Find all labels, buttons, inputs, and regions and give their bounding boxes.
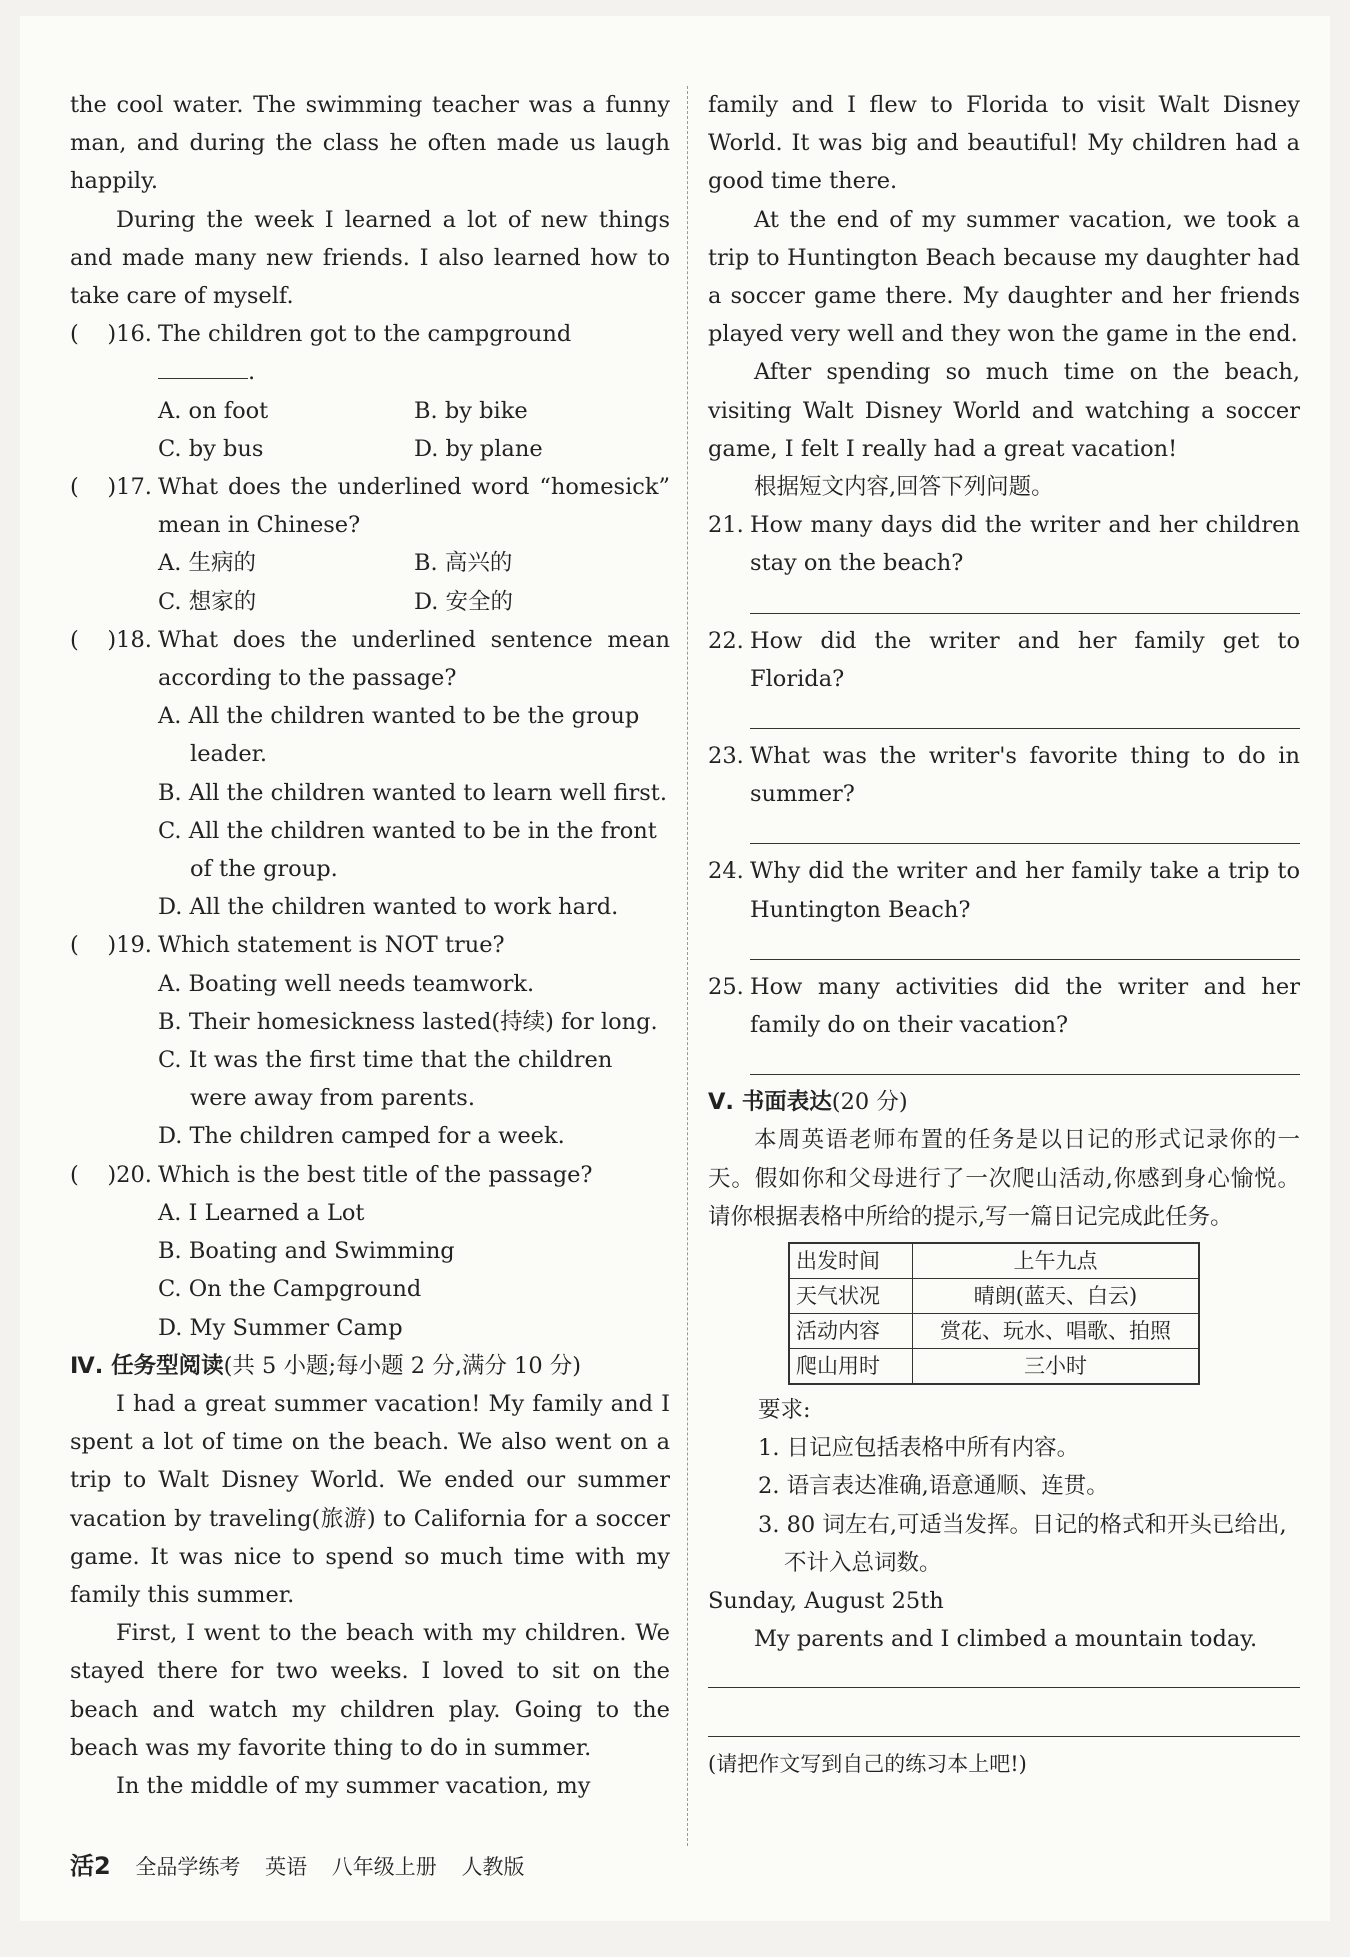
question-text: What does the underlined word “homesick” mean in Chinese? xyxy=(158,474,670,539)
section-title: Ⅴ. 书面表达 xyxy=(708,1089,832,1116)
options xyxy=(158,544,670,620)
table-key: 爬山用时 xyxy=(789,1349,913,1385)
question-16 xyxy=(70,315,670,391)
reading-paragraph: First, I went to the beach with my children. We stayed there for two weeks. I loved to sit on the beach and watch my children play. Going to the beach was my favorite thing to do in summer. xyxy=(70,1620,670,1761)
question-number: 21. xyxy=(708,512,744,539)
option-b[interactable]: B. Their homesickness lasted(持续) for long. xyxy=(158,1008,658,1035)
question-text: How many activities did the writer and her family do on their vacation? xyxy=(750,973,1300,1039)
column-divider xyxy=(687,86,688,1846)
option-d[interactable]: D. 安全的 xyxy=(414,588,514,615)
reading-paragraph: At the end of my summer vacation, we took a trip to Huntington Beach because my daughter had a soccer game there. My daughter and her friends played very well and they won the game in the end. xyxy=(708,206,1300,348)
option-d[interactable]: D. by plane xyxy=(414,435,543,462)
section-4-heading xyxy=(70,1347,670,1385)
table-key: 活动内容 xyxy=(789,1314,913,1349)
answer-line[interactable] xyxy=(750,698,1300,729)
section-points: (20 分) xyxy=(831,1089,908,1116)
fill-blank[interactable] xyxy=(158,354,248,379)
answer-line[interactable] xyxy=(750,1044,1300,1075)
question-18 xyxy=(70,621,670,697)
reading-paragraph: In the middle of my summer vacation, my xyxy=(116,1772,591,1799)
question-24 xyxy=(708,852,1300,928)
reading-paragraph: I had a great summer vacation! My family and I spent a lot of time on the beach. We also went on a trip to Walt Disney World. We ended our summer vacation by traveling(旅游) to California for a soccer game. It was nice to spend so much time with my family this summer. xyxy=(70,1390,670,1608)
writing-line[interactable] xyxy=(708,1659,1300,1688)
option-a[interactable]: A. All the children wanted to be the group leader. xyxy=(158,703,640,768)
table-row xyxy=(789,1279,1199,1314)
requirements-title: 要求: xyxy=(758,1397,811,1424)
hint-table xyxy=(788,1242,1200,1385)
page-footer xyxy=(70,1846,542,1881)
book-title: 全品学练考 xyxy=(135,1855,241,1879)
question-17 xyxy=(70,468,670,544)
requirement-item: 1. 日记应包括表格中所有内容。 xyxy=(758,1435,1080,1462)
diary-date: Sunday, August 25th xyxy=(708,1588,944,1615)
table-value: 赏花、玩水、唱歌、拍照 xyxy=(913,1314,1200,1349)
question-21 xyxy=(708,506,1300,582)
option-c[interactable]: C. On the Campground xyxy=(158,1276,422,1303)
workbook-page xyxy=(20,16,1330,1921)
question-number: 25. xyxy=(708,973,744,1000)
section-5-heading xyxy=(708,1083,1300,1121)
question-text: How many days did the writer and her children stay on the beach? xyxy=(750,512,1300,577)
question-text: What does the underlined sentence mean according to the passage? xyxy=(158,626,670,692)
table-key: 天气状况 xyxy=(789,1279,913,1314)
question-text: Which statement is NOT true? xyxy=(158,932,505,959)
reading-paragraph: family and I flew to Florida to visit Walt Disney World. It was big and beautiful! My children had a good time there. xyxy=(708,92,1300,195)
option-d[interactable]: D. The children camped for a week. xyxy=(158,1123,565,1150)
question-text: What was the writer's favorite thing to do in summer? xyxy=(750,743,1300,808)
option-c[interactable]: C. It was the first time that the children were away from parents. xyxy=(158,1047,613,1112)
option-a[interactable]: A. I Learned a Lot xyxy=(158,1199,365,1226)
writing-note: (请把作文写到自己的练习本上吧!) xyxy=(708,1751,1027,1776)
answer-bracket[interactable]: ( )16. xyxy=(70,321,152,348)
section-points: (共 5 小题;每小题 2 分,满分 10 分) xyxy=(223,1352,582,1379)
passage-paragraph: the cool water. The swimming teacher was a funny man, and during the class he often made us laugh happily. xyxy=(70,92,670,195)
left-column xyxy=(70,86,670,1805)
option-c[interactable]: C. All the children wanted to be in the front of the group. xyxy=(158,817,657,883)
table-value: 上午九点 xyxy=(913,1243,1200,1279)
option-a[interactable]: A. Boating well needs teamwork. xyxy=(158,970,535,997)
right-column xyxy=(708,86,1300,1783)
edition: 人教版 xyxy=(461,1855,525,1879)
option-b[interactable]: B. by bike xyxy=(414,397,528,424)
question-text: Why did the writer and her family take a trip to Huntington Beach? xyxy=(750,858,1300,923)
table-row xyxy=(789,1314,1199,1349)
reading-paragraph: After spending so much time on the beach, visiting Walt Disney World and watching a soccer game, I felt I really had a great vacation! xyxy=(708,359,1300,462)
options xyxy=(158,965,670,1156)
requirement-item: 2. 语言表达准确,语意通顺、连贯。 xyxy=(758,1473,1109,1500)
answer-bracket[interactable]: ( )17. xyxy=(70,474,152,501)
answer-bracket[interactable]: ( )19. xyxy=(70,932,152,959)
option-c[interactable]: C. by bus xyxy=(158,435,264,462)
question-22 xyxy=(708,622,1300,698)
table-key: 出发时间 xyxy=(789,1243,913,1279)
question-number: 24. xyxy=(708,858,744,885)
question-text: The children got to the campground . xyxy=(158,321,572,386)
page-code: 活2 xyxy=(70,1852,111,1880)
option-b[interactable]: B. 高兴的 xyxy=(414,550,513,577)
answer-bracket[interactable]: ( )20. xyxy=(70,1161,152,1188)
grade: 八年级上册 xyxy=(331,1855,437,1879)
diary-opening: My parents and I climbed a mountain today. xyxy=(754,1626,1258,1653)
option-b[interactable]: B. All the children wanted to learn well first. xyxy=(158,779,667,806)
answer-line[interactable] xyxy=(750,583,1300,614)
question-number: 23. xyxy=(708,743,744,770)
question-text: How did the writer and her family get to Florida? xyxy=(750,627,1300,692)
passage-paragraph: During the week I learned a lot of new things and made many new friends. I also learned how to take care of myself. xyxy=(70,206,670,310)
options xyxy=(158,392,670,468)
instruction: 根据短文内容,回答下列问题。 xyxy=(754,474,1054,501)
question-text: Which is the best title of the passage? xyxy=(158,1161,593,1188)
requirement-item: 3. 80 词左右,可适当发挥。日记的格式和开头已给出,不计入总词数。 xyxy=(758,1511,1287,1576)
option-a[interactable]: A. on foot xyxy=(158,397,269,424)
requirements xyxy=(708,1391,1300,1582)
answer-line[interactable] xyxy=(750,929,1300,960)
option-a[interactable]: A. 生病的 xyxy=(158,550,257,577)
options xyxy=(158,697,670,926)
option-d[interactable]: D. My Summer Camp xyxy=(158,1314,403,1341)
option-b[interactable]: B. Boating and Swimming xyxy=(158,1238,455,1265)
table-row xyxy=(789,1349,1199,1385)
question-20 xyxy=(70,1156,670,1194)
option-c[interactable]: C. 想家的 xyxy=(158,588,257,615)
options xyxy=(158,1194,670,1347)
question-19 xyxy=(70,926,670,964)
table-value: 三小时 xyxy=(913,1349,1200,1385)
question-number: 22. xyxy=(708,627,744,654)
option-d[interactable]: D. All the children wanted to work hard. xyxy=(158,894,619,921)
question-25 xyxy=(708,968,1300,1044)
table-row xyxy=(789,1243,1199,1279)
question-23 xyxy=(708,737,1300,813)
writing-line[interactable] xyxy=(708,1696,1300,1737)
table-value: 晴朗(蓝天、白云) xyxy=(913,1279,1200,1314)
section-title: Ⅳ. 任务型阅读 xyxy=(70,1352,224,1379)
answer-bracket[interactable]: ( )18. xyxy=(70,626,152,653)
answer-line[interactable] xyxy=(750,813,1300,844)
subject: 英语 xyxy=(265,1855,308,1879)
writing-prompt: 本周英语老师布置的任务是以日记的形式记录你的一天。假如你和父母进行了一次爬山活动,你感到身心愉悦。请你根据表格中所给的提示,写一篇日记完成此任务。 xyxy=(708,1127,1300,1230)
